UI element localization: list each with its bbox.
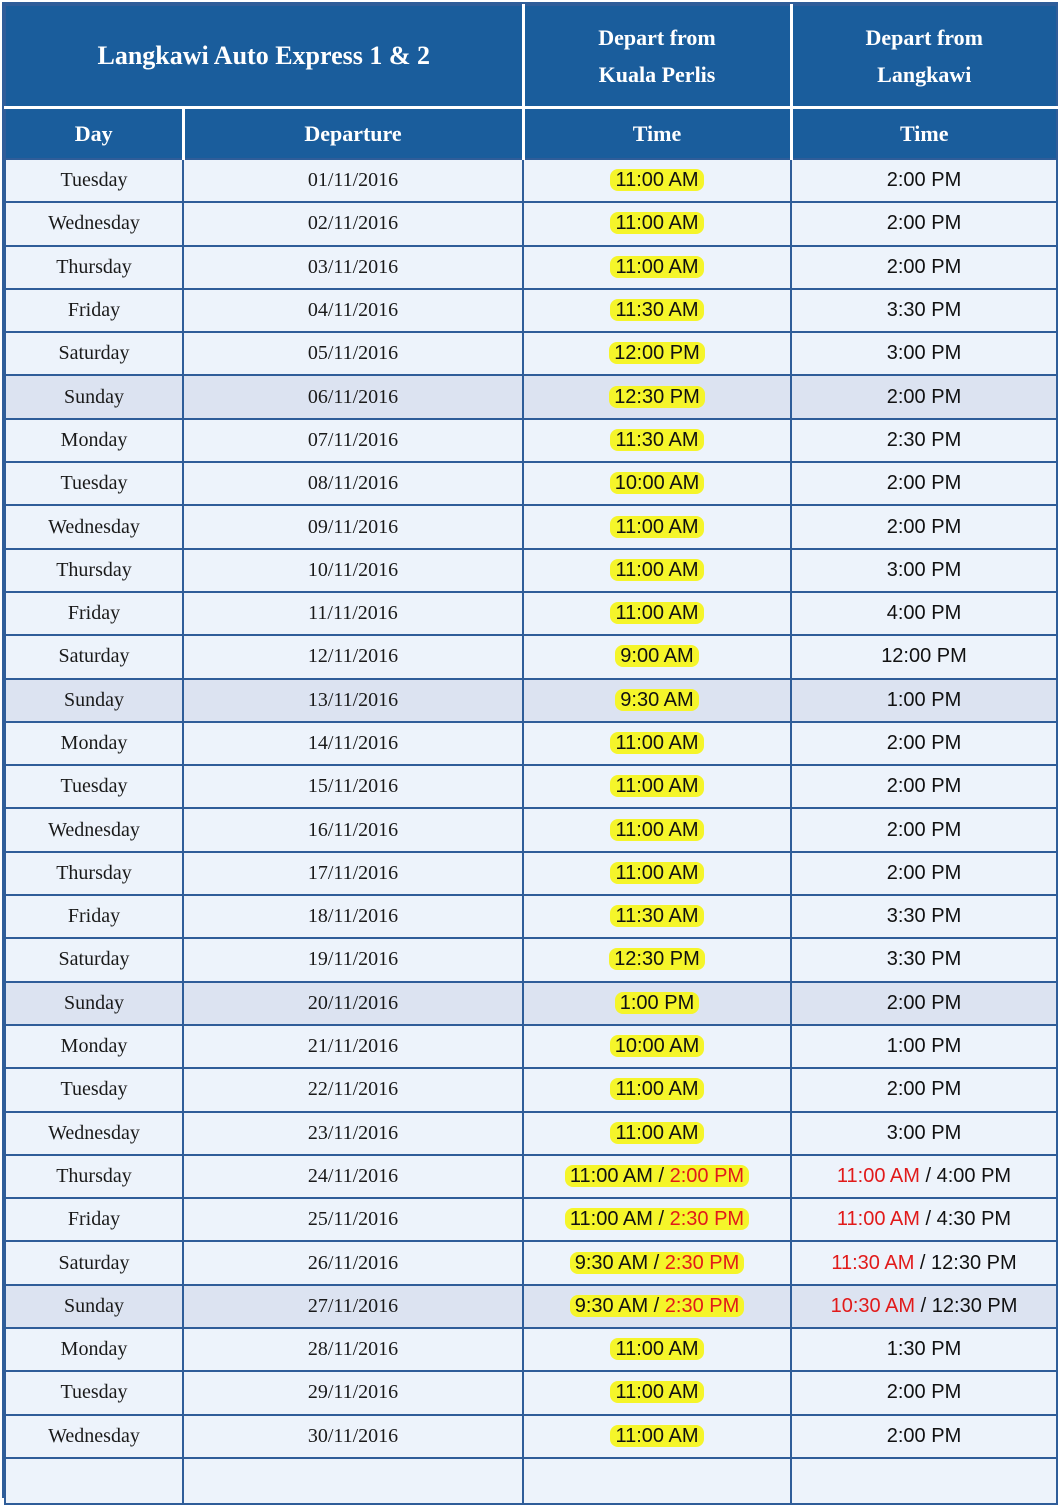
table-row [5, 419, 1057, 462]
schedule-title: Langkawi Auto Express 1 & 2 [5, 5, 523, 108]
day-cell: Thursday [5, 246, 183, 289]
departure-date-cell: 05/11/2016 [183, 332, 523, 375]
kuala-perlis-time-cell [523, 1025, 791, 1068]
kuala-perlis-time-cell [523, 635, 791, 678]
langkawi-time: 2:30 PM [886, 428, 962, 451]
day-cell: Monday [5, 1328, 183, 1371]
table-row [5, 505, 1057, 548]
departure-date-cell: 06/11/2016 [183, 375, 523, 418]
langkawi-time: 3:30 PM [886, 905, 962, 928]
langkawi-time: 2:00 PM [886, 732, 962, 754]
kuala-perlis-time-cell [523, 1241, 791, 1284]
time-highlight [610, 602, 703, 624]
departure-date-cell: 10/11/2016 [183, 549, 523, 592]
empty-row [5, 1458, 1057, 1504]
table-row [5, 938, 1057, 981]
kuala-perlis-time-cell [523, 722, 791, 765]
table-row [5, 1371, 1057, 1414]
time-highlight [610, 559, 703, 581]
departure-date-cell: 08/11/2016 [183, 462, 523, 505]
kuala-perlis-time-cell [523, 1155, 791, 1198]
time-highlight [610, 429, 703, 451]
langkawi-time-cell [791, 289, 1057, 332]
kuala-perlis-time-cell [523, 202, 791, 245]
time-highlight [565, 1208, 749, 1230]
time-separator: / [919, 1164, 937, 1187]
departure-date-cell: 03/11/2016 [183, 246, 523, 289]
day-cell: Friday [5, 289, 183, 332]
langkawi-time: 1:00 PM [886, 688, 962, 711]
langkawi-time-cell [791, 549, 1057, 592]
kuala-perlis-time-cell [523, 1328, 791, 1371]
departure-date-cell: 21/11/2016 [183, 1025, 523, 1068]
day-cell: Saturday [5, 938, 183, 981]
departure-date-cell: 26/11/2016 [183, 1241, 523, 1284]
table-row [5, 1068, 1057, 1111]
header-depart-kp-line1: Depart from [598, 25, 716, 50]
kuala-perlis-time-cell [523, 289, 791, 332]
departure-date-cell: 22/11/2016 [183, 1068, 523, 1111]
langkawi-time-cell [791, 1285, 1057, 1328]
kuala-perlis-time: 11:00 AM [615, 1078, 699, 1101]
kuala-perlis-extra-time: 2:30 PM [669, 1208, 745, 1231]
time-separator: / [914, 1251, 932, 1274]
departure-date-cell: 09/11/2016 [183, 505, 523, 548]
table-row [5, 1025, 1057, 1068]
langkawi-time: 3:00 PM [886, 558, 962, 581]
departure-date-cell: 01/11/2016 [183, 159, 523, 202]
departure-date-cell: 04/11/2016 [183, 289, 523, 332]
langkawi-time-cell [791, 1371, 1057, 1414]
langkawi-time-cell [791, 982, 1057, 1025]
time-highlight [610, 516, 703, 538]
header-depart-lk-line2: Langkawi [877, 62, 972, 87]
table-row [5, 1415, 1057, 1458]
time-highlight [610, 212, 703, 234]
day-cell: Sunday [5, 375, 183, 418]
langkawi-time: 2:00 PM [886, 169, 962, 192]
kuala-perlis-time: 11:00 AM [615, 861, 699, 884]
time-highlight [610, 1122, 703, 1144]
day-cell: Sunday [5, 679, 183, 722]
langkawi-time-cell [791, 1198, 1057, 1241]
langkawi-time-cell [791, 1155, 1057, 1198]
langkawi-time-cell [791, 1025, 1057, 1068]
departure-date-cell: 02/11/2016 [183, 202, 523, 245]
column-header-time-langkawi: Time [791, 108, 1057, 160]
langkawi-time-cell [791, 419, 1057, 462]
table-row [5, 246, 1057, 289]
day-cell: Thursday [5, 549, 183, 592]
empty-cell [791, 1458, 1057, 1504]
table-row [5, 1241, 1057, 1284]
schedule-table [4, 4, 1058, 1505]
kuala-perlis-time: 11:00 AM [615, 1338, 699, 1361]
langkawi-time: 1:30 PM [886, 1338, 962, 1361]
ferry-schedule-sheet [2, 2, 1058, 1498]
kuala-perlis-time: 11:00 AM [615, 255, 699, 278]
kuala-perlis-time: 11:00 AM [615, 1381, 699, 1404]
kuala-perlis-time-cell [523, 1198, 791, 1241]
departure-date-cell: 25/11/2016 [183, 1198, 523, 1241]
langkawi-time: 2:00 PM [886, 515, 962, 538]
kuala-perlis-time: 10:00 AM [614, 1035, 700, 1058]
departure-date-cell: 12/11/2016 [183, 635, 523, 678]
langkawi-time-cell [791, 462, 1057, 505]
kuala-perlis-time: 11:00 AM [615, 212, 699, 235]
day-cell: Sunday [5, 982, 183, 1025]
day-cell: Wednesday [5, 808, 183, 851]
time-highlight [610, 1035, 705, 1057]
day-cell: Wednesday [5, 1415, 183, 1458]
day-cell: Monday [5, 722, 183, 765]
time-highlight [565, 1165, 749, 1187]
departure-date-cell: 23/11/2016 [183, 1112, 523, 1155]
time-highlight [615, 689, 698, 711]
kuala-perlis-time-cell [523, 1112, 791, 1155]
kuala-perlis-time: 12:30 PM [614, 385, 700, 408]
day-cell: Friday [5, 895, 183, 938]
time-separator: / [648, 1251, 665, 1274]
day-cell: Thursday [5, 852, 183, 895]
langkawi-time-cell [791, 375, 1057, 418]
table-row [5, 679, 1057, 722]
langkawi-time-cell [791, 1328, 1057, 1371]
kuala-perlis-time-cell [523, 938, 791, 981]
departure-date-cell: 07/11/2016 [183, 419, 523, 462]
langkawi-time-cell [791, 722, 1057, 765]
header-depart-kuala-perlis [523, 5, 791, 108]
column-header-time-kuala-perlis: Time [523, 108, 791, 160]
langkawi-time: 2:00 PM [886, 212, 962, 235]
kuala-perlis-time: 11:00 AM [615, 775, 699, 798]
kuala-perlis-time: 11:30 AM [615, 299, 699, 322]
time-separator: / [652, 1164, 670, 1187]
day-cell: Monday [5, 419, 183, 462]
departure-date-cell: 28/11/2016 [183, 1328, 523, 1371]
langkawi-time: 12:30 PM [931, 1251, 1017, 1274]
langkawi-time-cell [791, 332, 1057, 375]
langkawi-time: 12:30 PM [931, 1294, 1018, 1317]
table-row [5, 159, 1057, 202]
langkawi-time: 3:30 PM [886, 299, 962, 322]
header-depart-langkawi [791, 5, 1057, 108]
day-cell: Saturday [5, 635, 183, 678]
kuala-perlis-time: 1:00 PM [619, 991, 695, 1014]
langkawi-time-cell [791, 505, 1057, 548]
table-row [5, 1198, 1057, 1241]
langkawi-extra-time: 11:30 AM [831, 1251, 915, 1274]
kuala-perlis-time-cell [523, 765, 791, 808]
time-highlight [610, 472, 705, 494]
langkawi-time-cell [791, 938, 1057, 981]
time-separator: / [648, 1294, 665, 1317]
kuala-perlis-time: 11:00 AM [615, 1424, 699, 1447]
table-row [5, 1285, 1057, 1328]
langkawi-time: 1:00 PM [886, 1035, 962, 1058]
table-row [5, 635, 1057, 678]
time-highlight [610, 862, 703, 884]
departure-date-cell: 16/11/2016 [183, 808, 523, 851]
kuala-perlis-time: 11:00 AM [615, 515, 699, 538]
time-separator: / [915, 1294, 932, 1317]
langkawi-time-cell [791, 679, 1057, 722]
day-cell: Thursday [5, 1155, 183, 1198]
kuala-perlis-extra-time: 2:30 PM [664, 1294, 740, 1317]
kuala-perlis-time: 9:30 AM [574, 1294, 649, 1317]
kuala-perlis-time-cell [523, 332, 791, 375]
day-cell: Saturday [5, 332, 183, 375]
departure-date-cell: 14/11/2016 [183, 722, 523, 765]
langkawi-time: 2:00 PM [886, 861, 962, 884]
kuala-perlis-time: 11:00 AM [615, 732, 699, 754]
kuala-perlis-time: 12:30 PM [614, 948, 700, 971]
kuala-perlis-time: 11:00 AM [569, 1164, 653, 1187]
kuala-perlis-time: 11:00 AM [569, 1208, 653, 1231]
kuala-perlis-time-cell [523, 1415, 791, 1458]
kuala-perlis-time-cell [523, 592, 791, 635]
kuala-perlis-time-cell [523, 419, 791, 462]
time-highlight [570, 1252, 745, 1274]
kuala-perlis-time-cell [523, 679, 791, 722]
langkawi-time: 3:30 PM [886, 948, 962, 971]
langkawi-time: 4:00 PM [936, 1164, 1012, 1187]
table-row [5, 1155, 1057, 1198]
langkawi-time: 2:00 PM [886, 472, 962, 495]
table-row [5, 375, 1057, 418]
day-cell: Tuesday [5, 159, 183, 202]
time-highlight [610, 1381, 703, 1403]
kuala-perlis-time-cell [523, 982, 791, 1025]
time-highlight [610, 819, 703, 841]
table-row [5, 462, 1057, 505]
langkawi-time-cell [791, 635, 1057, 678]
departure-date-cell: 11/11/2016 [183, 592, 523, 635]
langkawi-extra-time: 11:00 AM [836, 1208, 920, 1231]
table-row [5, 592, 1057, 635]
langkawi-time-cell [791, 808, 1057, 851]
empty-cell [183, 1458, 523, 1504]
day-cell: Tuesday [5, 765, 183, 808]
day-cell: Friday [5, 592, 183, 635]
day-cell: Tuesday [5, 462, 183, 505]
kuala-perlis-time-cell [523, 505, 791, 548]
langkawi-time-cell [791, 202, 1057, 245]
kuala-perlis-time-cell [523, 1285, 791, 1328]
kuala-perlis-time-cell [523, 375, 791, 418]
langkawi-time: 2:00 PM [886, 991, 962, 1014]
departure-date-cell: 17/11/2016 [183, 852, 523, 895]
kuala-perlis-time: 11:00 AM [615, 169, 699, 192]
departure-date-cell: 27/11/2016 [183, 1285, 523, 1328]
table-row [5, 808, 1057, 851]
table-row [5, 1328, 1057, 1371]
day-cell: Sunday [5, 1285, 183, 1328]
departure-date-cell: 15/11/2016 [183, 765, 523, 808]
time-highlight [610, 732, 703, 754]
departure-date-cell: 24/11/2016 [183, 1155, 523, 1198]
kuala-perlis-time-cell [523, 1371, 791, 1414]
empty-cell [523, 1458, 791, 1504]
kuala-perlis-time: 11:00 AM [615, 818, 699, 841]
langkawi-time: 2:00 PM [886, 255, 962, 278]
time-highlight [609, 948, 705, 970]
kuala-perlis-time: 10:00 AM [614, 472, 700, 495]
table-row [5, 202, 1057, 245]
kuala-perlis-time-cell [523, 895, 791, 938]
kuala-perlis-time: 11:00 AM [615, 558, 699, 581]
kuala-perlis-extra-time: 2:30 PM [664, 1251, 740, 1274]
langkawi-time: 2:00 PM [886, 818, 962, 841]
header-depart-kp-line2: Kuala Perlis [598, 62, 716, 87]
time-highlight [570, 1295, 745, 1317]
kuala-perlis-time: 9:30 AM [620, 688, 694, 711]
langkawi-time: 2:00 PM [886, 1381, 962, 1404]
langkawi-time-cell [791, 1241, 1057, 1284]
table-row [5, 852, 1057, 895]
langkawi-time: 2:00 PM [886, 775, 962, 798]
kuala-perlis-time-cell [523, 246, 791, 289]
langkawi-time: 12:00 PM [881, 645, 967, 668]
langkawi-extra-time: 10:30 AM [830, 1294, 916, 1317]
time-separator: / [919, 1208, 937, 1231]
time-highlight [609, 342, 705, 364]
langkawi-time-cell [791, 852, 1057, 895]
langkawi-time-cell [791, 765, 1057, 808]
kuala-perlis-time: 9:00 AM [620, 645, 694, 668]
langkawi-time-cell [791, 895, 1057, 938]
kuala-perlis-time-cell [523, 808, 791, 851]
langkawi-extra-time: 11:00 AM [836, 1164, 920, 1187]
langkawi-time-cell [791, 159, 1057, 202]
kuala-perlis-time-cell [523, 159, 791, 202]
kuala-perlis-extra-time: 2:00 PM [669, 1164, 745, 1187]
departure-date-cell: 30/11/2016 [183, 1415, 523, 1458]
header-depart-lk-line1: Depart from [865, 25, 983, 50]
langkawi-time-cell [791, 1112, 1057, 1155]
kuala-perlis-time: 12:00 PM [614, 342, 700, 365]
kuala-perlis-time-cell [523, 462, 791, 505]
table-row [5, 332, 1057, 375]
time-highlight [610, 169, 703, 191]
table-row [5, 722, 1057, 765]
time-highlight [610, 905, 703, 927]
departure-date-cell: 18/11/2016 [183, 895, 523, 938]
departure-date-cell: 29/11/2016 [183, 1371, 523, 1414]
langkawi-time: 3:00 PM [886, 342, 962, 365]
kuala-perlis-time: 9:30 AM [574, 1251, 649, 1274]
departure-date-cell: 13/11/2016 [183, 679, 523, 722]
table-row [5, 1112, 1057, 1155]
day-cell: Saturday [5, 1241, 183, 1284]
kuala-perlis-time: 11:00 AM [615, 602, 699, 625]
day-cell: Wednesday [5, 1112, 183, 1155]
time-highlight [615, 645, 698, 667]
kuala-perlis-time-cell [523, 1068, 791, 1111]
time-highlight [610, 1338, 703, 1360]
day-cell: Tuesday [5, 1068, 183, 1111]
time-highlight [610, 1425, 703, 1447]
langkawi-time-cell [791, 1415, 1057, 1458]
langkawi-time-cell [791, 592, 1057, 635]
day-cell: Monday [5, 1025, 183, 1068]
langkawi-time: 2:00 PM [886, 385, 962, 408]
table-row [5, 895, 1057, 938]
time-highlight [610, 256, 703, 278]
langkawi-time: 2:00 PM [886, 1078, 962, 1101]
kuala-perlis-time: 11:00 AM [615, 1121, 699, 1144]
time-highlight [609, 386, 705, 408]
kuala-perlis-time: 11:30 AM [615, 905, 699, 928]
langkawi-time: 4:30 PM [936, 1208, 1012, 1231]
time-highlight [610, 775, 703, 797]
table-row [5, 982, 1057, 1025]
column-header-departure: Departure [183, 108, 523, 160]
day-cell: Wednesday [5, 202, 183, 245]
table-row [5, 549, 1057, 592]
table-row [5, 765, 1057, 808]
departure-date-cell: 20/11/2016 [183, 982, 523, 1025]
time-highlight [610, 299, 703, 321]
langkawi-time: 2:00 PM [886, 1424, 962, 1447]
langkawi-time-cell [791, 246, 1057, 289]
empty-cell [5, 1458, 183, 1504]
column-header-day: Day [5, 108, 183, 160]
time-highlight [615, 992, 699, 1014]
langkawi-time: 4:00 PM [886, 602, 962, 625]
kuala-perlis-time-cell [523, 852, 791, 895]
time-separator: / [652, 1208, 670, 1231]
day-cell: Tuesday [5, 1371, 183, 1414]
departure-date-cell: 19/11/2016 [183, 938, 523, 981]
day-cell: Friday [5, 1198, 183, 1241]
table-row [5, 289, 1057, 332]
kuala-perlis-time: 11:30 AM [615, 428, 699, 451]
langkawi-time: 3:00 PM [886, 1121, 962, 1144]
kuala-perlis-time-cell [523, 549, 791, 592]
time-highlight [610, 1078, 703, 1100]
day-cell: Wednesday [5, 505, 183, 548]
langkawi-time-cell [791, 1068, 1057, 1111]
